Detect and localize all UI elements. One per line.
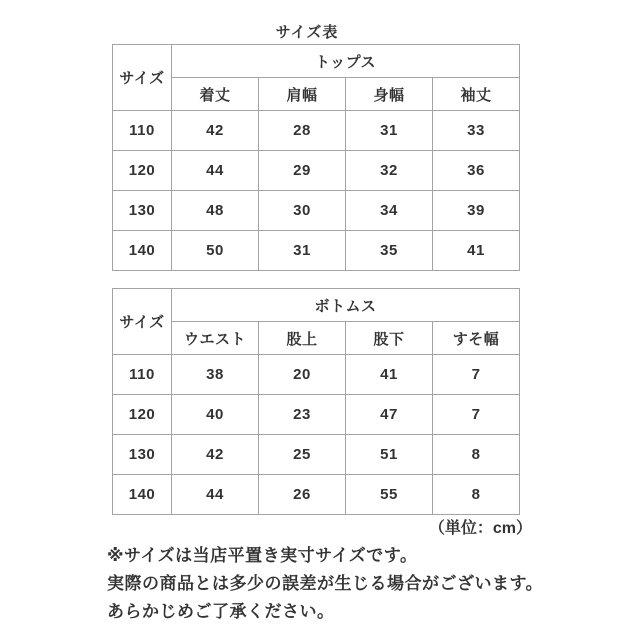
value-cell: 41 xyxy=(433,231,520,271)
size-cell: 130 xyxy=(113,191,172,231)
value-cell: 47 xyxy=(346,395,433,435)
column-header-body-width: 身幅 xyxy=(346,78,433,111)
column-header-inseam: 股下 xyxy=(346,322,433,355)
size-column-header: サイズ xyxy=(113,289,172,355)
size-cell: 140 xyxy=(113,475,172,515)
value-cell: 33 xyxy=(433,111,520,151)
value-cell: 31 xyxy=(346,111,433,151)
column-header-sleeve-length: 袖丈 xyxy=(433,78,520,111)
size-cell: 110 xyxy=(113,111,172,151)
size-cell: 120 xyxy=(113,395,172,435)
table-row xyxy=(113,111,520,151)
value-cell: 28 xyxy=(259,111,346,151)
value-cell: 51 xyxy=(346,435,433,475)
size-cell: 130 xyxy=(113,435,172,475)
value-cell: 32 xyxy=(346,151,433,191)
table-row xyxy=(113,231,520,271)
value-cell: 40 xyxy=(172,395,259,435)
value-cell: 7 xyxy=(433,355,520,395)
column-header-shoulder-width: 肩幅 xyxy=(259,78,346,111)
value-cell: 23 xyxy=(259,395,346,435)
value-cell: 36 xyxy=(433,151,520,191)
unit-label: （単位：cm） xyxy=(428,520,532,537)
size-column-header: サイズ xyxy=(113,45,172,111)
value-cell: 26 xyxy=(259,475,346,515)
note-line: あらかじめご了承ください。 xyxy=(107,602,335,621)
bottoms-group-header: ボトムス xyxy=(172,289,520,322)
value-cell: 42 xyxy=(172,111,259,151)
size-cell: 110 xyxy=(113,355,172,395)
value-cell: 25 xyxy=(259,435,346,475)
tops-group-header: トップス xyxy=(172,45,520,78)
table-row xyxy=(113,151,520,191)
value-cell: 39 xyxy=(433,191,520,231)
notes-block xyxy=(107,542,543,626)
value-cell: 29 xyxy=(259,151,346,191)
value-cell: 44 xyxy=(172,475,259,515)
note-line: 実際の商品とは多少の誤差が生じる場合がございます。 xyxy=(107,574,544,593)
value-cell: 41 xyxy=(346,355,433,395)
value-cell: 55 xyxy=(346,475,433,515)
value-cell: 48 xyxy=(172,191,259,231)
column-header-rise: 股上 xyxy=(259,322,346,355)
table-row xyxy=(113,435,520,475)
value-cell: 8 xyxy=(433,435,520,475)
value-cell: 30 xyxy=(259,191,346,231)
tops-size-table xyxy=(112,44,520,271)
column-header-waist: ウエスト xyxy=(172,322,259,355)
size-cell: 120 xyxy=(113,151,172,191)
value-cell: 8 xyxy=(433,475,520,515)
value-cell: 42 xyxy=(172,435,259,475)
table-row xyxy=(113,355,520,395)
size-cell: 140 xyxy=(113,231,172,271)
value-cell: 7 xyxy=(433,395,520,435)
value-cell: 31 xyxy=(259,231,346,271)
page-title: サイズ表 xyxy=(275,24,339,41)
value-cell: 34 xyxy=(346,191,433,231)
column-header-body-length: 着丈 xyxy=(172,78,259,111)
note-line: ※サイズは当店平置き実寸サイズです。 xyxy=(107,546,418,565)
table-row xyxy=(113,191,520,231)
value-cell: 50 xyxy=(172,231,259,271)
table-row xyxy=(113,395,520,435)
value-cell: 35 xyxy=(346,231,433,271)
table-row xyxy=(113,475,520,515)
column-header-hem-width: すそ幅 xyxy=(433,322,520,355)
value-cell: 20 xyxy=(259,355,346,395)
value-cell: 38 xyxy=(172,355,259,395)
bottoms-size-table xyxy=(112,288,520,515)
value-cell: 44 xyxy=(172,151,259,191)
